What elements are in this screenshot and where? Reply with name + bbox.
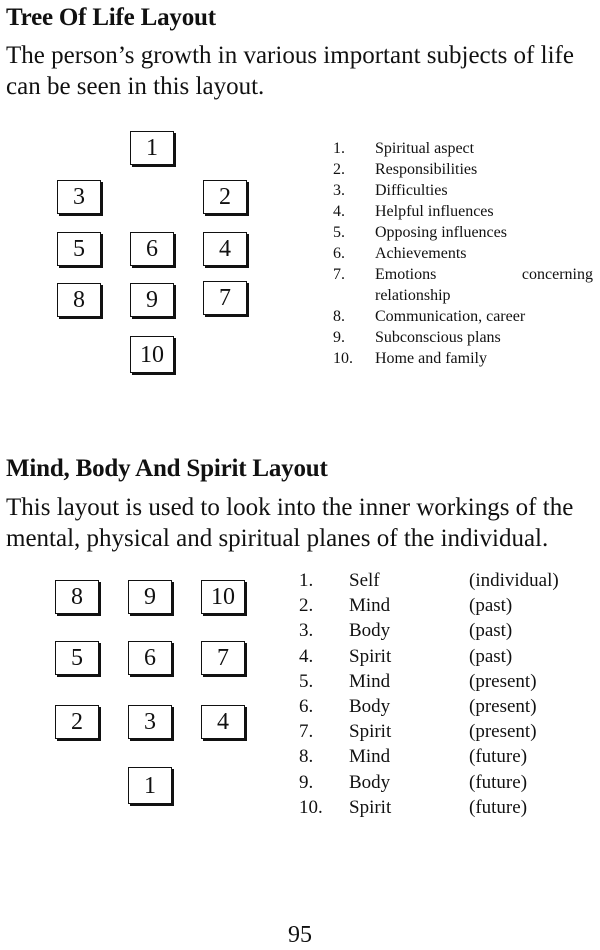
tree-of-life-intro: The person’s growth in various important subjects of life can be seen in this layout.	[6, 42, 574, 100]
card-8: 8	[57, 283, 101, 317]
list-item: 9. Subconscious plans	[333, 329, 501, 346]
list-item: 8. Mind (future)	[299, 746, 528, 768]
list-item: 8. Communication, career	[333, 308, 526, 325]
mind-body-spirit-intro: This layout is used to look into the inner workings of the mental, physical and spiritual planes of the individual.	[6, 494, 574, 552]
card-10: 10	[201, 580, 245, 614]
list-item: 3. Difficulties	[333, 182, 448, 199]
card-5: 5	[57, 232, 101, 266]
list-item-continued: relationship	[375, 287, 451, 304]
card-2: 2	[55, 705, 99, 739]
list-item: 6. Achievements	[333, 245, 467, 262]
list-item: 3. Body (past)	[299, 620, 513, 642]
tree-of-life-legend	[333, 138, 593, 369]
card-8: 8	[55, 580, 99, 614]
page-number: 95	[288, 922, 312, 948]
list-item: 9. Body (future)	[299, 771, 528, 793]
list-item: 1. Spiritual aspect	[333, 140, 475, 157]
list-item: 1. Self (individual)	[299, 570, 559, 591]
list-item: 6. Body (present)	[299, 696, 537, 718]
mind-body-spirit-title: Mind, Body And Spirit Layout	[6, 455, 328, 482]
list-item: 4. Spirit (past)	[299, 645, 513, 667]
tree-of-life-title: Tree Of Life Layout	[6, 4, 216, 31]
card-2: 2	[203, 180, 247, 214]
card-5: 5	[55, 641, 99, 675]
card-6: 6	[128, 641, 172, 675]
card-3: 3	[128, 705, 172, 739]
mind-body-spirit-legend	[299, 568, 559, 820]
list-item: 7. Spirit (present)	[299, 721, 537, 743]
card-10: 10	[130, 336, 174, 373]
list-item: 2. Responsibilities	[333, 161, 478, 178]
card-9: 9	[130, 283, 174, 317]
card-4: 4	[201, 705, 245, 739]
card-4: 4	[203, 232, 247, 266]
card-6: 6	[130, 232, 174, 266]
card-3: 3	[57, 180, 101, 214]
list-item: 5. Mind (present)	[299, 670, 537, 692]
list-item: 2. Mind (past)	[299, 595, 513, 617]
list-item: 7. Emotions concerning	[333, 266, 593, 283]
list-item: 10. Home and family	[333, 350, 487, 367]
card-7: 7	[203, 281, 247, 315]
list-item: 4. Helpful influences	[333, 203, 494, 220]
card-1: 1	[128, 767, 172, 804]
list-item: 5. Opposing influences	[333, 224, 507, 241]
card-9: 9	[128, 580, 172, 614]
card-7: 7	[201, 641, 245, 675]
card-1: 1	[130, 131, 174, 165]
list-item: 10. Spirit (future)	[299, 796, 528, 818]
